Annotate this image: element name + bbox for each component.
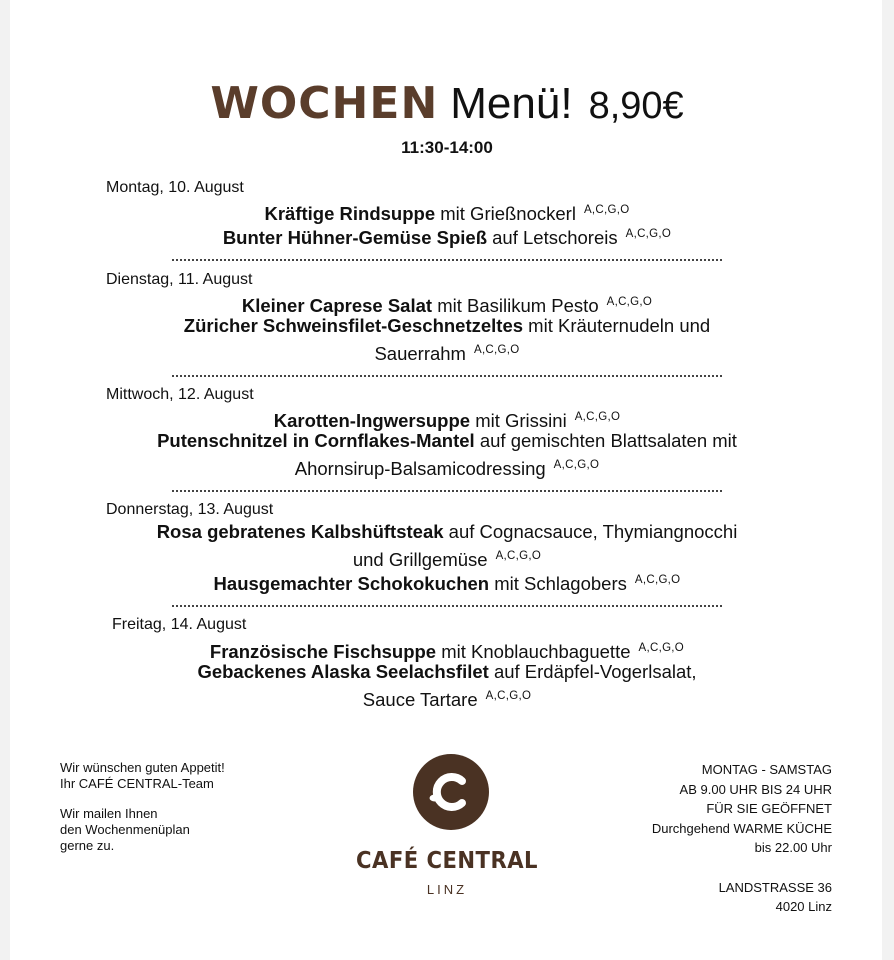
cafe-logo-icon: [413, 754, 489, 830]
address-street: LANDSTRASSE 36: [718, 879, 832, 895]
day-label-monday: Montag, 10. August: [106, 179, 244, 196]
dish-wednesday-2-line2: [0, 453, 894, 481]
title-price: 8,90€: [588, 85, 684, 127]
dish-tuesday-2-line2: [0, 338, 894, 366]
dish-name: Putenschnitzel in Cornflakes-Mantel: [157, 430, 475, 451]
dish-description: auf Erdäpfel-Vogerlsalat,: [488, 661, 697, 682]
dish-description: auf Letschoreis: [487, 227, 618, 248]
title-menu: Menü!: [450, 79, 573, 128]
day-label-friday: Freitag, 14. August: [112, 616, 247, 633]
cafe-city: LINZ: [426, 882, 468, 897]
dish-description: Sauce Tartare: [362, 689, 478, 710]
dish-tuesday-2: [0, 314, 894, 338]
kitchen-until: bis 22.00 Uhr: [754, 840, 832, 855]
allergen-codes: A,C,G,O: [634, 574, 681, 586]
dish-name: Rosa gebratenes Kalbshüftsteak: [156, 521, 444, 542]
dotted-divider: [172, 375, 722, 377]
dish-description: mit Grießnockerl: [435, 203, 576, 224]
allergen-codes: A,C,G,O: [485, 690, 532, 702]
kitchen-hours: Durchgehend WARME KÜCHE: [651, 820, 832, 836]
dish-description: Ahornsirup-Balsamicodressing: [294, 458, 546, 479]
dish-name: Gebackenes Alaska Seelachsfilet: [197, 661, 489, 682]
allergen-codes: A,C,G,O: [625, 228, 672, 240]
allergen-codes: A,C,G,O: [473, 344, 520, 356]
dish-name: Karotten-Ingwersuppe: [273, 410, 471, 431]
dish-description: und Grillgemüse: [352, 549, 488, 570]
dish-description: mit Kräuternudeln und: [523, 315, 711, 336]
day-label-wednesday: Mittwoch, 12. August: [106, 386, 254, 403]
allergen-codes: A,C,G,O: [606, 296, 653, 308]
footer-opening-hours: [652, 760, 832, 917]
address-city: 4020 Linz: [775, 899, 832, 914]
dish-description: mit Schlagobers: [489, 573, 627, 594]
team-line: Ihr CAFÉ CENTRAL-Team: [60, 776, 214, 791]
title-wochen: WOCHEN: [210, 78, 439, 129]
dish-name: Bunter Hühner-Gemüse Spieß: [222, 227, 487, 248]
dish-name: Hausgemachter Schokokuchen: [213, 573, 490, 594]
serving-hours: 11:30-14:00: [401, 138, 493, 157]
dish-name: Züricher Schweinsfilet-Geschnetzeltes: [183, 315, 524, 336]
dish-name: Kräftige Rindsuppe: [264, 203, 436, 224]
dish-thursday-1: [0, 520, 894, 544]
opening-time: AB 9.00 UHR BIS 24 UHR: [679, 781, 832, 797]
dish-description: Sauerrahm: [374, 343, 466, 364]
dish-description: mit Knoblauchbaguette: [436, 641, 631, 662]
dish-description: auf gemischten Blattsalaten mit: [474, 430, 737, 451]
allergen-codes: A,C,G,O: [553, 459, 600, 471]
allergen-codes: A,C,G,O: [638, 642, 685, 654]
day-label-tuesday: Dienstag, 11. August: [106, 271, 253, 288]
dotted-divider: [172, 259, 722, 261]
allergen-codes: A,C,G,O: [574, 411, 621, 423]
day-label-thursday: Donnerstag, 13. August: [106, 501, 274, 518]
dish-description: mit Basilikum Pesto: [432, 295, 599, 316]
dotted-divider: [172, 605, 722, 607]
dish-description: mit Grissini: [470, 410, 567, 431]
dotted-divider: [172, 490, 722, 492]
opening-days: MONTAG - SAMSTAG: [701, 762, 832, 777]
allergen-codes: A,C,G,O: [583, 204, 630, 216]
dish-name: Französische Fischsuppe: [209, 641, 437, 662]
cafe-cup-c-icon: [413, 754, 489, 830]
opening-note: FÜR SIE GEÖFFNET: [706, 801, 832, 816]
allergen-codes: A,C,G,O: [495, 550, 542, 562]
page-title: [0, 78, 894, 129]
mail-line-3: gerne zu.: [60, 838, 115, 853]
cafe-name: CAFÉ CENTRAL: [356, 848, 538, 874]
dish-friday-2-line2: [0, 684, 894, 712]
dish-description: auf Cognacsauce, Thymiangnocchi: [443, 521, 738, 542]
mail-line-2: den Wochenmenüplan: [60, 822, 190, 837]
dish-monday-2: [0, 222, 894, 250]
dish-friday-2: [0, 660, 894, 684]
dish-thursday-2: [0, 568, 894, 596]
dish-wednesday-2: [0, 429, 894, 453]
greeting-line: Wir wünschen guten Appetit!: [60, 760, 225, 775]
mail-line-1: Wir mailen Ihnen: [60, 806, 158, 821]
dish-name: Kleiner Caprese Salat: [241, 295, 433, 316]
